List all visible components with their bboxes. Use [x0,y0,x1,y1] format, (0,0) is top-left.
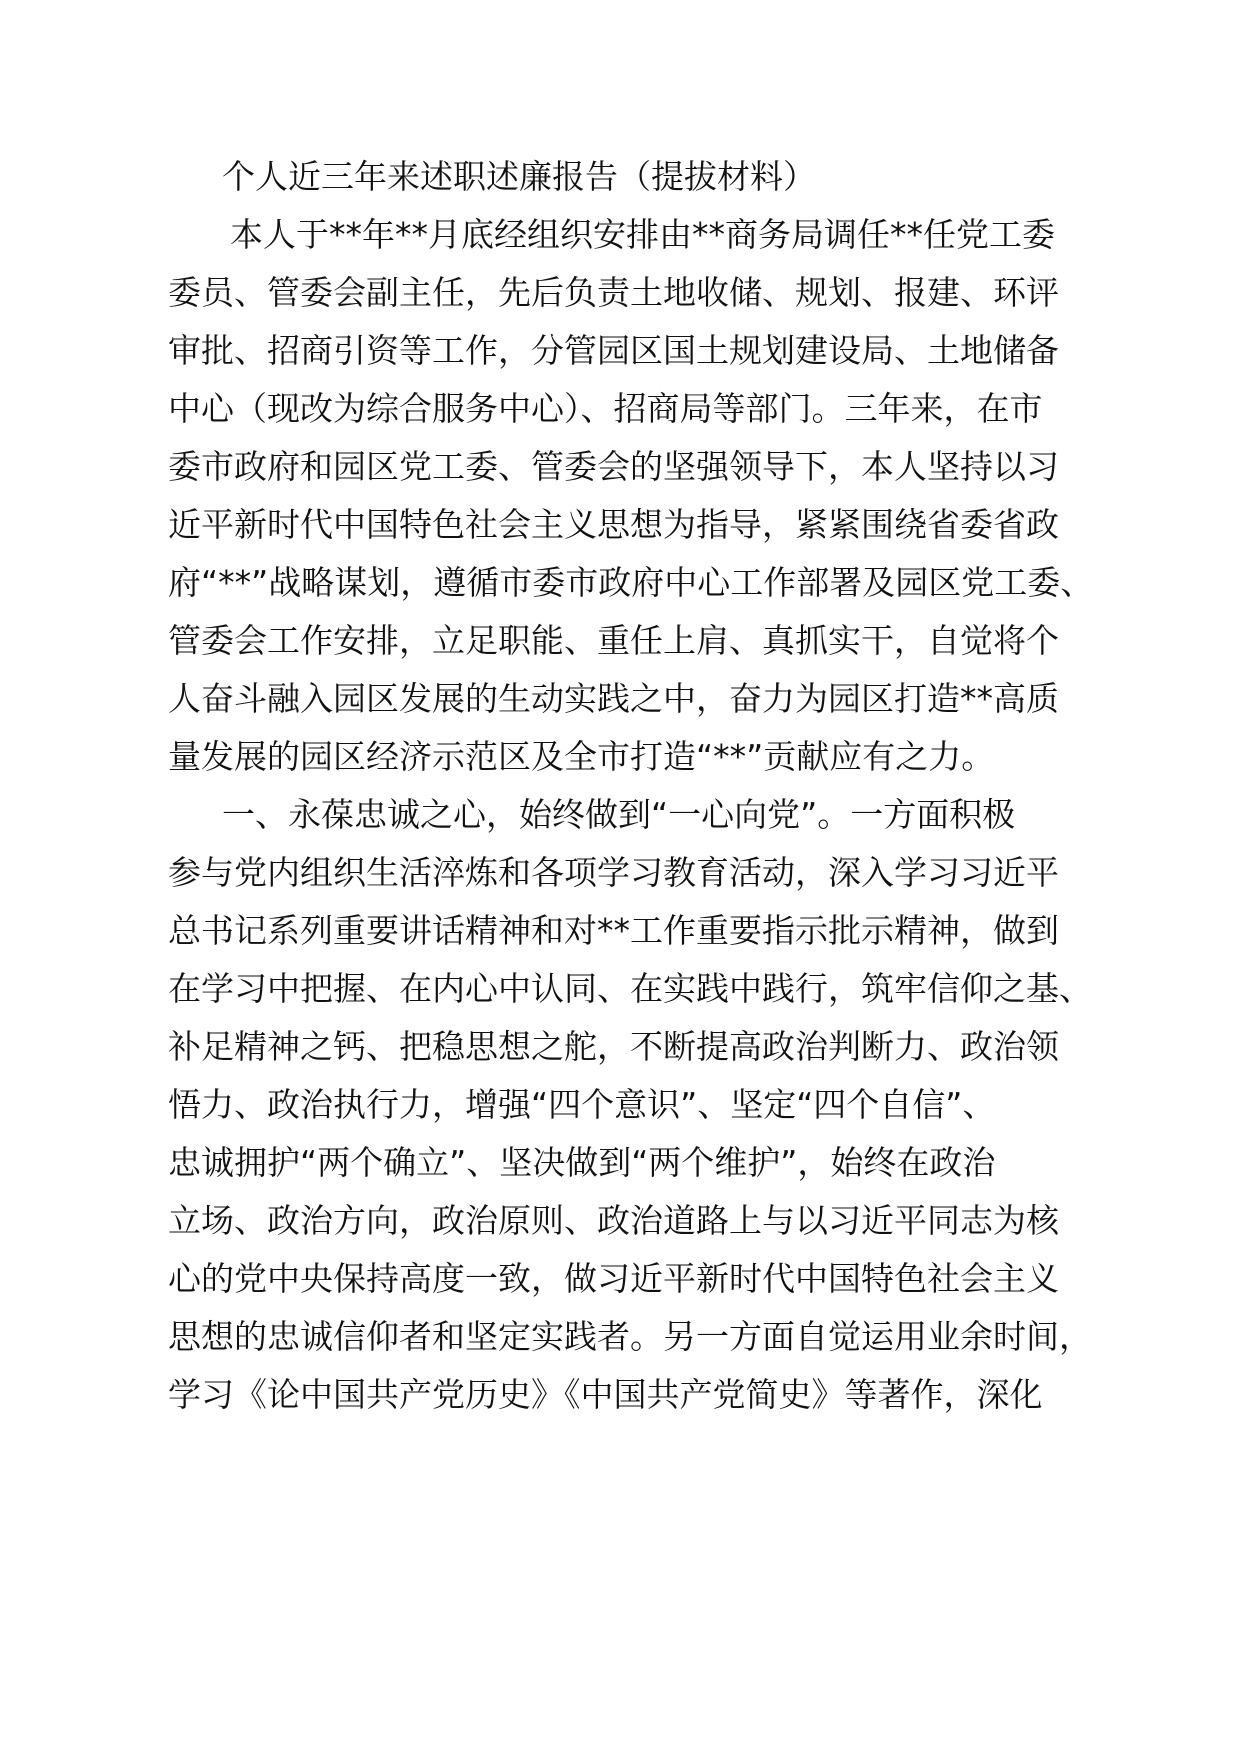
paragraph-line: 忠诚拥护“两个确立”、坚决做到“两个维护”，始终在政治 [168,1143,996,1182]
paragraph-line: 心的党中央保持高度一致，做习近平新时代中国特色社会主义 [168,1259,1059,1298]
paragraph-line: 在学习中把握、在内心中认同、在实践中践行，筑牢信仰之基、 [168,969,1092,1008]
paragraph-line: 中心（现改为综合服务中心）、招商局等部门。三年来，在市 [168,389,1043,428]
paragraph-line: 管委会工作安排，立足职能、重任上肩、真抓实干，自觉将个 [168,621,1059,660]
paragraph-line: 总书记系列重要讲话精神和对**工作重要指示批示精神，做到 [168,911,1059,950]
section-heading-line: 一、永葆忠诚之心，始终做到“一心向党”。一方面积极 [222,795,1016,834]
paragraph-line: 补足精神之钙、把稳思想之舵，不断提高政治判断力、政治领 [168,1027,1059,1066]
paragraph-line: 参与党内组织生活淬炼和各项学习教育活动，深入学习习近平 [168,853,1059,892]
paragraph-line: 量发展的园区经济示范区及全市打造“**”贡献应有之力。 [168,737,995,776]
paragraph-line: 学习《论中国共产党历史》《中国共产党简史》等著作，深化 [168,1375,1043,1414]
paragraph-line: 委市政府和园区党工委、管委会的坚强领导下，本人坚持以习 [168,447,1059,486]
paragraph-line: 悟力、政治执行力，增强“四个意识”、坚定“四个自信”、 [168,1085,996,1124]
paragraph-line: 府“**”战略谋划，遵循市委市政府中心工作部署及园区党工委、 [168,563,1094,602]
paragraph-line: 思想的忠诚信仰者和坚定实践者。另一方面自觉运用业余时间， [168,1317,1092,1356]
paragraph-line: 本人于**年**月底经组织安排由**商务局调任**任党工委 [230,215,1055,254]
document-title: 个人近三年来述职述廉报告（提拔材料） [222,157,816,196]
paragraph-line: 人奋斗融入园区发展的生动实践之中，奋力为园区打造**高质 [168,679,1059,718]
paragraph-line: 审批、招商引资等工作，分管园区国土规划建设局、土地储备 [168,331,1059,370]
paragraph-line: 立场、政治方向，政治原则、政治道路上与以习近平同志为核 [168,1201,1059,1240]
paragraph-line: 委员、管委会副主任，先后负责土地收储、规划、报建、环评 [168,273,1059,312]
paragraph-line: 近平新时代中国特色社会主义思想为指导，紧紧围绕省委省政 [168,505,1059,544]
